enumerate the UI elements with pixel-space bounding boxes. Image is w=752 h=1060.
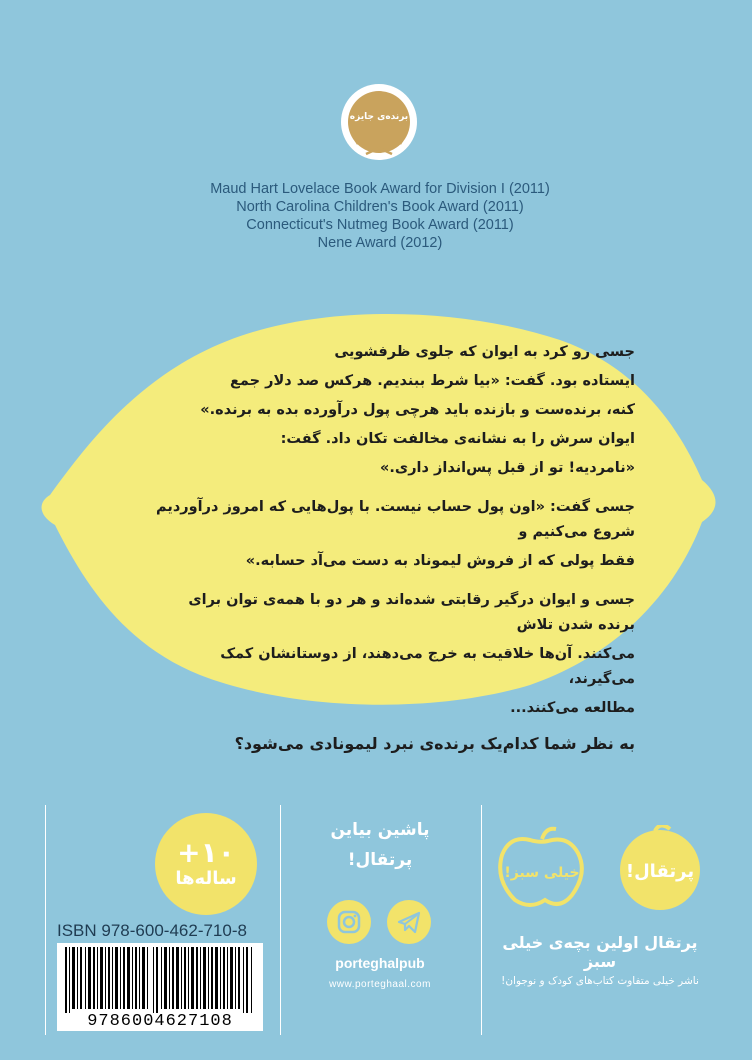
website-link[interactable]: www.porteghaal.com (329, 979, 431, 990)
social-title-line: پاشین بیاین (330, 820, 430, 840)
publisher-logos (490, 825, 710, 915)
award-medal (336, 82, 422, 168)
award-line: Connecticut's Nutmeg Book Award (2011) (246, 217, 514, 233)
social-handle[interactable]: porteghalpub (335, 955, 425, 971)
publisher-tagline: ناشر خیلی متفاوت کتاب‌های کودک و نوجوان! (501, 975, 699, 987)
blurb-line: می‌کنند. آن‌ها خلاقیت به خرج می‌دهند، از دوستانشان کمک می‌گیرند، (220, 646, 635, 687)
divider (45, 805, 46, 1035)
award-line: Maud Hart Lovelace Book Award for Division I (2011) (210, 181, 550, 197)
social-icons (327, 900, 437, 950)
blurb-question: به نظر شما کدام‌یک برنده‌ی نبرد لیمونادی می‌شود؟ (234, 734, 635, 753)
barcode-bars (57, 947, 263, 1013)
blurb-line: «نامردیه! تو از قبل پس‌انداز داری.» (380, 460, 635, 476)
medal-label: برنده‌ی جایزه (349, 112, 409, 122)
age-number: +۱۰ (177, 836, 235, 869)
blurb-line: کنه، برنده‌ست و بازنده باید هرچی پول درآورده بده به برنده.» (200, 402, 635, 418)
social-title-line: پرتقال! (347, 850, 413, 870)
instagram-icon[interactable] (327, 900, 371, 944)
blurb-text (150, 340, 635, 760)
lemon-blurb (30, 290, 722, 753)
divider (280, 805, 281, 1035)
publisher-slogan: پرتقال اولین بچه‌ی خیلی سبز (502, 933, 698, 971)
blurb-line: جسی و ایوان درگیر رقابتی شده‌اند و هر دو با همه‌ی توان برای برنده شدن تلاش (188, 592, 635, 633)
isbn-text: ISBN 978-600-462-710-8 (57, 921, 247, 940)
award-line: Nene Award (2012) (317, 235, 443, 251)
logo-text-kheili-sabz: خیلی سبز! (504, 865, 580, 881)
barcode (57, 943, 263, 1031)
award-medal-icon (336, 82, 422, 168)
blurb-line: فقط پولی که از فروش لیموناد به دست می‌آد حسابه.» (245, 553, 635, 569)
logo-text-porteghal: پرتقال! (625, 861, 695, 882)
blurb-line: جسی گفت: «اون پول حساب نیست. با پول‌هایی که امروز درآوردیم شروع می‌کنیم و (156, 499, 635, 540)
blurb-line: مطالعه می‌کنند... (510, 700, 635, 716)
telegram-icon[interactable] (387, 900, 431, 944)
social-title (290, 815, 470, 875)
blurb-line: ایوان سرش را به نشانه‌ی مخالفت تکان داد. گفت: (280, 431, 635, 447)
publisher-logo-icon (490, 825, 710, 915)
barcode-digits: 9786004627108 (87, 1012, 233, 1031)
age-unit: ساله‌ها (175, 868, 237, 889)
blurb-line: جسی رو کرد به ایوان که جلوی ظرفشویی (334, 344, 635, 360)
age-badge (155, 813, 257, 915)
bottom-panel (45, 805, 710, 1035)
award-list (150, 180, 610, 252)
blurb-line: ایستاده بود. گفت: «بیا شرط ببندیم. هرکس صد دلار جمع (229, 373, 635, 389)
divider (481, 805, 482, 1035)
award-line: North Carolina Children's Book Award (2011) (236, 199, 524, 215)
